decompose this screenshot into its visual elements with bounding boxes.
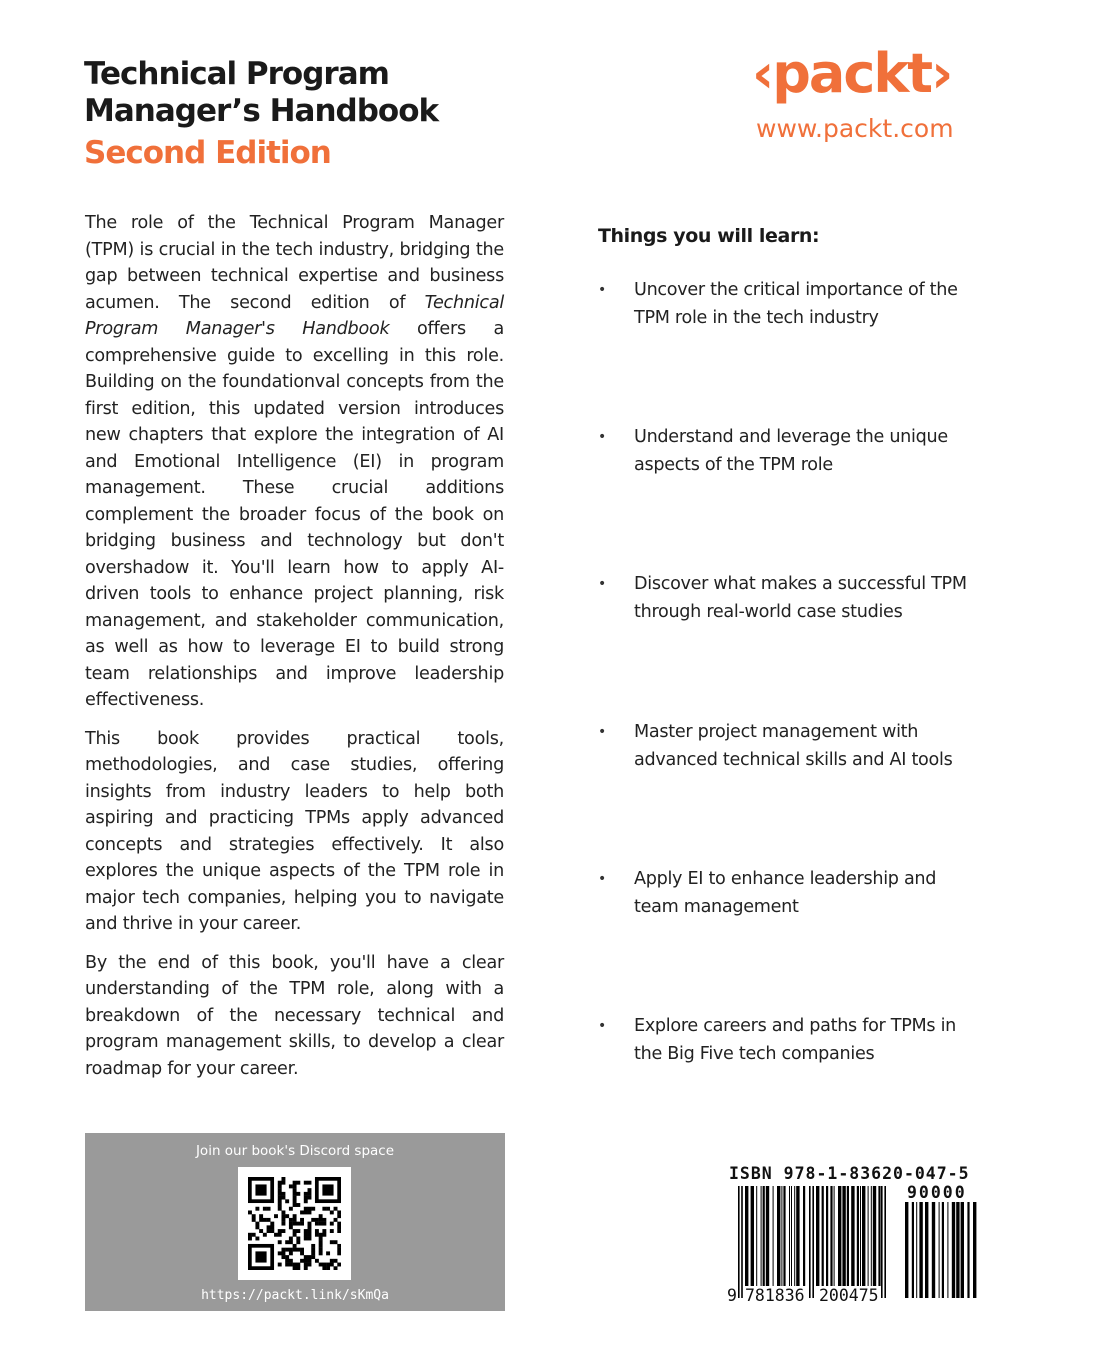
learn-item — [598, 719, 998, 774]
book-description — [85, 210, 504, 1094]
description-p1-text-a: The role of the Technical Program Manager (TPM) is crucial in the tech industry, bridging the gap between technical expertise and business acumen. The second edition of — [85, 213, 504, 313]
publisher-website[interactable]: www.packt.com — [756, 114, 954, 143]
learn-item — [598, 866, 998, 921]
discord-box — [85, 1133, 505, 1311]
book-title-line1: Technical Program — [84, 56, 389, 92]
bullet-icon: • — [598, 724, 607, 740]
description-book-title-italic: Technical Program Manager's Handbook — [85, 292, 504, 339]
learn-heading: Things you will learn: — [598, 225, 820, 247]
description-paragraph-2: This book provides practical tools, methodologies, and case studies, offering insights from industry leaders to help both aspiring and practicing TPMs apply advanced concepts and strategies effectively. It also explores the unique aspects of the TPM role in major tech companies, helping you to navigate and thrive in your career. — [85, 728, 504, 934]
learn-section — [598, 222, 998, 1064]
learn-item-text: Understand and leverage the unique aspects of the TPM role — [634, 427, 948, 475]
price-code: 90000 — [907, 1183, 967, 1202]
learn-item — [598, 1013, 998, 1068]
isbn-label: ISBN 978-1-83620-047-5 — [729, 1164, 970, 1183]
learn-item-text: Explore careers and paths for TPMs in the Big Five tech companies — [634, 1016, 957, 1064]
bullet-icon: • — [598, 871, 607, 887]
barcode-icon — [730, 1186, 980, 1298]
bullet-icon: • — [598, 576, 607, 592]
barcode-digit-first: 9 — [727, 1286, 737, 1305]
barcode-digits-group2: 200475 — [819, 1286, 879, 1305]
learn-item — [598, 277, 998, 332]
bullet-icon: • — [598, 429, 607, 445]
description-paragraph-3: By the end of this book, you'll have a clear understanding of the TPM role, along with a breakdown of the necessary technical and program management skills, to develop a clear roadmap for your career. — [85, 952, 504, 1079]
learn-item — [598, 424, 998, 479]
qr-code[interactable] — [238, 1167, 351, 1280]
discord-link[interactable]: https://packt.link/sKmQa — [201, 1288, 389, 1303]
edition-label: Second Edition — [84, 135, 331, 171]
discord-caption: Join our book's Discord space — [195, 1143, 395, 1159]
packt-logo-text: ‹packt› — [752, 44, 952, 105]
book-title-line2: Manager’s Handbook — [84, 93, 439, 129]
title-block — [84, 56, 544, 172]
barcode-digits-group1: 781836 — [745, 1286, 805, 1305]
packt-logo — [752, 44, 992, 110]
description-p1-text-b: offers a comprehensive guide to excelling in this role. Building on the foundationval concepts from the first edition, this updated version introduces new chapters that explore the integration of AI and Emotional Intelligence (EI) in program management. These crucial additions complement the broader focus of the book on bridging business and technology but don't overshadow it. You'll learn how to apply AI-driven tools to enhance project planning, risk management, and stakeholder communication, as well as how to leverage EI to build strong team relationships and improve leadership effectiveness. — [85, 319, 505, 710]
bullet-icon: • — [598, 1018, 607, 1034]
learn-item — [598, 571, 998, 626]
bullet-icon: • — [598, 282, 607, 298]
learn-item-text: Discover what makes a successful TPM through real-world case studies — [634, 574, 967, 622]
description-paragraph-1 — [85, 210, 504, 714]
qr-code-icon — [248, 1177, 341, 1270]
learn-item-text: Master project management with advanced technical skills and AI tools — [634, 722, 953, 770]
learn-item-text: Apply EI to enhance leadership and team management — [634, 869, 937, 917]
learn-item-text: Uncover the critical importance of the TPM role in the tech industry — [634, 280, 958, 328]
